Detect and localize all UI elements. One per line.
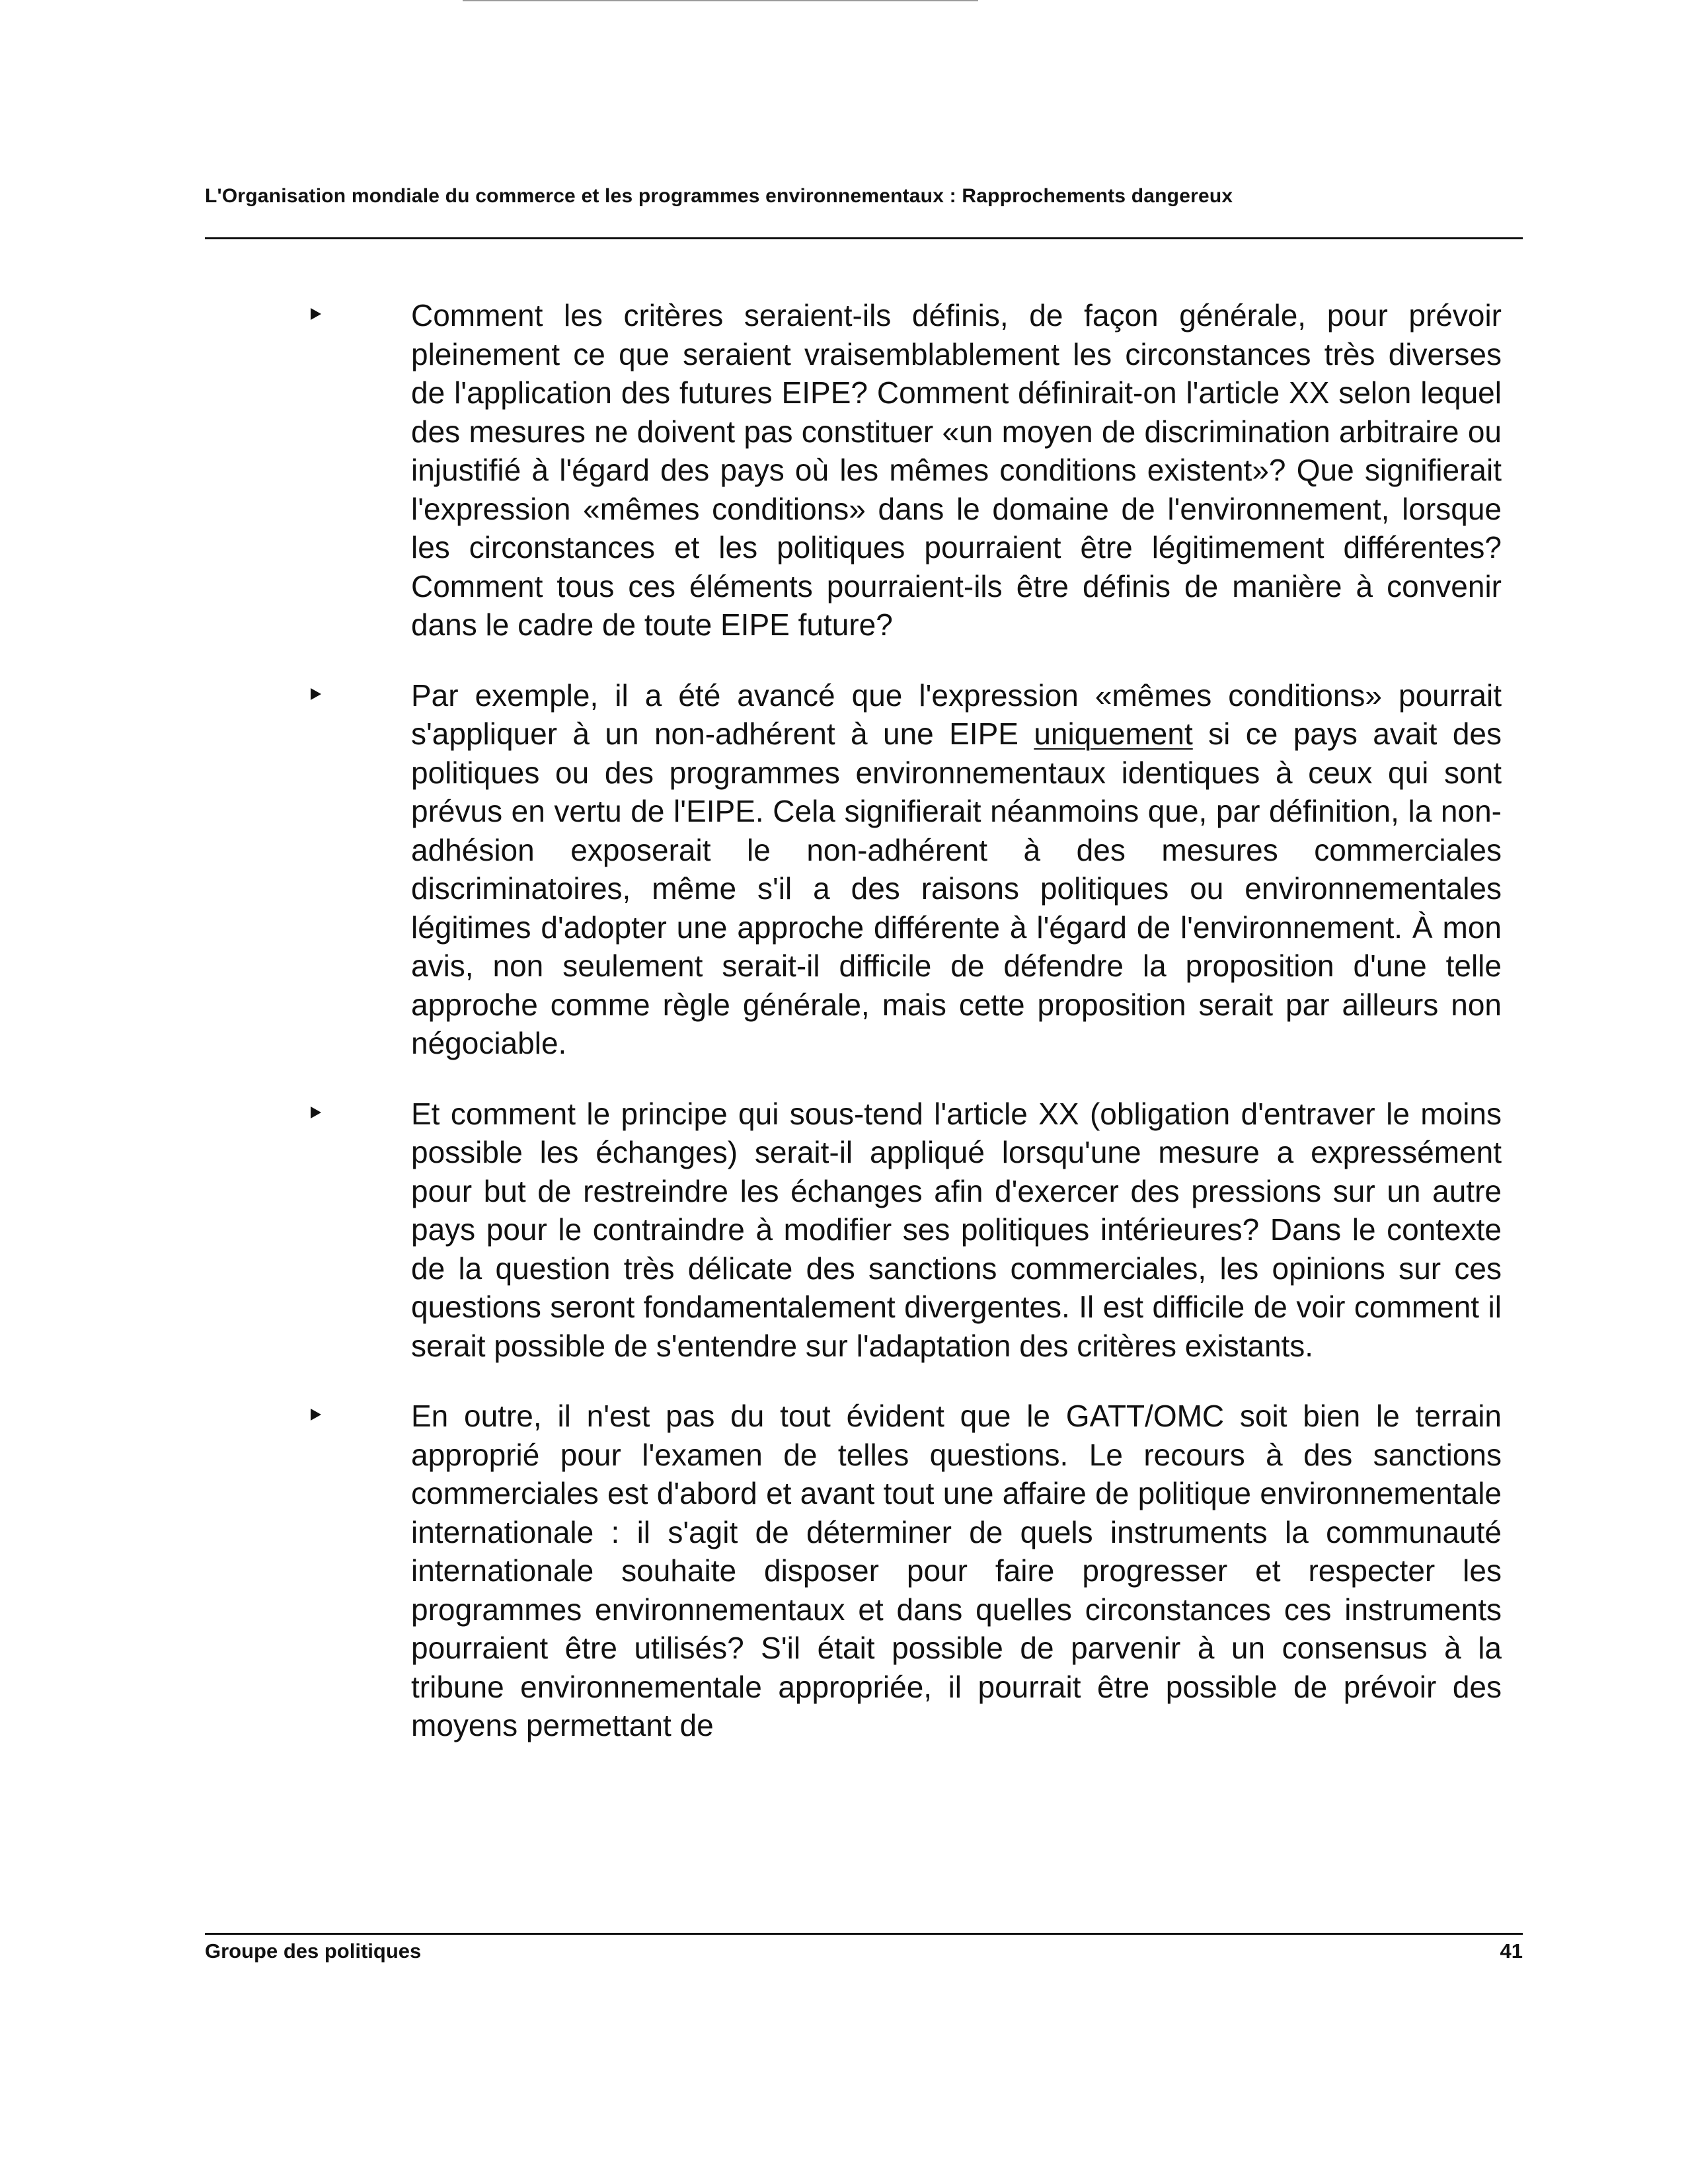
paragraph-gatt-forum: En outre, il n'est pas du tout évident que le GATT/OMC soit bien le terrain approprié pour l'examen de telles questions. Le recours à des sanctions commerciales est d'abord et avant tout une affaire de politique environnementale internationale : il s'agit de déterminer de quels instruments la communauté internationale souhaite disposer pour faire progresser et respecter les programmes environnementaux et dans quelles circonstances ces instruments pourraient être utilisés? S'il était possible de parvenir à un consensus à la tribune environnementale appropriée, il pourrait être possible de prévoir des moyens permettant de bbox=[411, 1399, 1502, 1742]
emphasized-word: uniquement bbox=[1034, 717, 1193, 751]
header-divider bbox=[205, 237, 1523, 239]
list-item bbox=[311, 296, 1500, 644]
list-item bbox=[311, 1095, 1500, 1366]
paragraph-article-xx-principle: Et comment le principe qui sous-tend l'article XX (obligation d'entraver le moins possible les échanges) serait-il appliqué lorsqu'une mesure a expressément pour but de restreindre les échanges afin d'exercer des pressions sur un autre pays pour le contraindre à modifier ses politiques intérieures? Dans le contexte de la question très délicate des sanctions commerciales, les opinions sur ces questions seront fondamentalement divergentes. Il est difficile de voir comment il serait possible de s'entendre sur l'adaptation des critères existants. bbox=[411, 1096, 1502, 1363]
top-edge-rule bbox=[463, 0, 978, 1]
bullet-arrow-icon bbox=[311, 308, 321, 320]
paragraph-criteria-questions: Comment les critères seraient-ils définis, de façon générale, pour prévoir pleinement ce que seraient vraisemblablement les circonstances très diverses de l'application des futures EIPE? Comment définirait-on l'article XX selon lequel des mesures ne doivent pas constituer «un moyen de discrimination arbitraire ou injustifié à l'égard des pays où les mêmes conditions existent»? Que signifierait l'expression «mêmes conditions» dans le domaine de l'environnement, lorsque les circonstances et les politiques pourraient être légitimement différentes? Comment tous ces éléments pourraient-ils être définis de manière à convenir dans le cadre de toute EIPE future? bbox=[411, 298, 1502, 642]
bullet-arrow-icon bbox=[311, 1107, 321, 1118]
footer-divider bbox=[205, 1933, 1523, 1935]
bullet-arrow-icon bbox=[311, 1409, 321, 1421]
bullet-arrow-icon bbox=[311, 688, 321, 700]
paragraph-text-start: Par exemple, il a été avancé que l'expression «mêmes conditions» pourrait s'appliquer à un non-adhérent à une EIPE bbox=[411, 678, 1502, 751]
paragraph-example-same-conditions bbox=[411, 676, 1502, 1063]
list-item bbox=[311, 676, 1500, 1063]
page-number: 41 bbox=[1500, 1939, 1523, 1963]
footer-group-name: Groupe des politiques bbox=[205, 1939, 422, 1963]
list-item bbox=[311, 1397, 1500, 1745]
bullet-list bbox=[311, 296, 1500, 1777]
paragraph-text-end: si ce pays avait des politiques ou des programmes environnementaux identiques à ceux qui sont prévus en vertu de l'EIPE. Cela signifierait néanmoins que, par définition, la non-adhésion exposerait le non-adhérent à des mesures commerciales discriminatoires, même s'il a des raisons politiques ou environnementales légitimes d'adopter une approche différente à l'égard de l'environnement. À mon avis, non seulement serait-il difficile de défendre la proposition d'une telle approche comme règle générale, mais cette proposition serait par ailleurs non négociable. bbox=[411, 717, 1502, 1060]
running-header: L'Organisation mondiale du commerce et les programmes environnementaux : Rapprochements dangereux bbox=[205, 185, 1233, 207]
